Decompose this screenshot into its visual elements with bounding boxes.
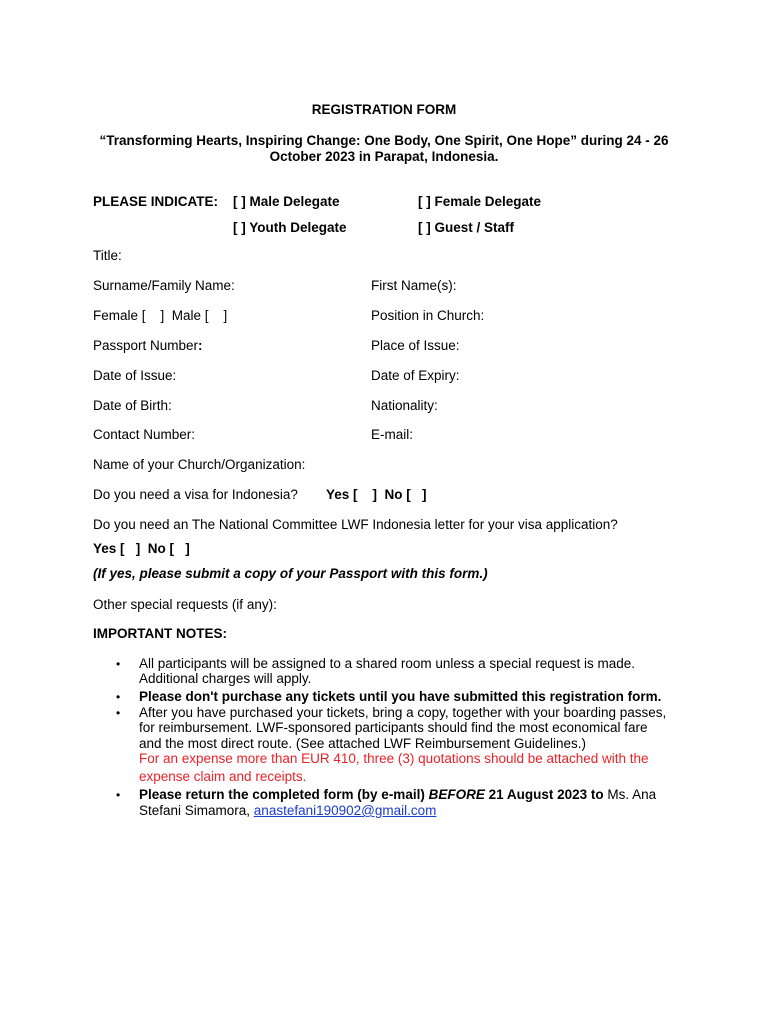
visa-answer-checkboxes[interactable]: Yes [ ] No [ ]	[326, 487, 427, 502]
note-4-part2: 21 August 2023 to	[484, 787, 604, 802]
passport-number-field[interactable]	[93, 338, 203, 354]
position-field[interactable]: Position in Church:	[371, 308, 485, 323]
form-title: REGISTRATION FORM	[311, 102, 457, 117]
passport-number-label: Passport Number	[93, 338, 199, 353]
passport-number-colon: :	[198, 338, 203, 353]
letter-answer-checkboxes[interactable]: Yes [ ] No [ ]	[93, 541, 190, 556]
youth-delegate-checkbox[interactable]: [ ] Youth Delegate	[233, 220, 347, 235]
note-3-line2: for reimbursement. LWF-sponsored participants should find the most economical fare	[139, 720, 648, 735]
bullet-icon: •	[116, 657, 121, 671]
passport-copy-note: (If yes, please submit a copy of your Passport with this form.)	[93, 566, 488, 581]
date-of-issue-field[interactable]: Date of Issue:	[93, 368, 177, 383]
church-field[interactable]: Name of your Church/Organization:	[93, 457, 306, 472]
note-3-line1: After you have purchased your tickets, bring a copy, together with your boarding passes,	[139, 705, 667, 720]
visa-question: Do you need a visa for Indonesia?	[93, 487, 298, 502]
date-of-expiry-field[interactable]: Date of Expiry:	[371, 368, 460, 383]
note-4-recipient: Stefani Simamora,	[139, 803, 254, 818]
note-3-line3: and the most direct route. (See attached LWF Reimbursement Guidelines.)	[139, 736, 586, 751]
note-2: Please don't purchase any tickets until you have submitted this registration form.	[139, 689, 662, 704]
date-of-birth-field[interactable]: Date of Birth:	[93, 398, 172, 413]
email-field[interactable]: E-mail:	[371, 427, 414, 442]
note-4-part1: Please return the completed form (by e-mail)	[139, 787, 429, 802]
title-field[interactable]: Title:	[93, 248, 122, 263]
special-requests-field[interactable]: Other special requests (if any):	[93, 597, 277, 612]
event-subtitle-line1: “Transforming Hearts, Inspiring Change: One Body, One Spirit, One Hope” during 24 - 26	[99, 133, 669, 148]
female-delegate-checkbox[interactable]: [ ] Female Delegate	[418, 194, 542, 209]
note-4-part3: Ms. Ana	[603, 787, 657, 802]
note-1-line1: All participants will be assigned to a shared room unless a special request is made.	[139, 656, 636, 671]
bullet-icon: •	[116, 706, 121, 720]
bullet-icon: •	[116, 788, 121, 802]
gender-checkboxes[interactable]: Female [ ] Male [ ]	[93, 308, 228, 323]
note-3-red-line1: For an expense more than EUR 410, three (3) quotations should be attached with the	[139, 751, 649, 766]
letter-question: Do you need an The National Committee LWF Indonesia letter for your visa application?	[93, 517, 618, 532]
email-link[interactable]: anastefani190902@gmail.com	[253, 803, 437, 818]
note-4-before: BEFORE	[428, 787, 485, 802]
event-subtitle-line2: October 2023 in Parapat, Indonesia.	[269, 149, 499, 164]
surname-field[interactable]: Surname/Family Name:	[93, 278, 235, 293]
guest-staff-checkbox[interactable]: [ ] Guest / Staff	[418, 220, 515, 235]
bullet-icon: •	[116, 690, 121, 704]
contact-number-field[interactable]: Contact Number:	[93, 427, 196, 442]
note-3-red-line2: expense claim and receipts.	[139, 769, 307, 784]
note-4-line1	[139, 787, 656, 803]
nationality-field[interactable]: Nationality:	[371, 398, 438, 413]
note-4-line2	[139, 803, 436, 819]
male-delegate-checkbox[interactable]: [ ] Male Delegate	[233, 194, 340, 209]
indicate-label: PLEASE INDICATE:	[93, 194, 219, 209]
place-of-issue-field[interactable]: Place of Issue:	[371, 338, 460, 353]
important-notes-heading: IMPORTANT NOTES:	[93, 626, 227, 641]
first-names-field[interactable]: First Name(s):	[371, 278, 457, 293]
note-1-line2: Additional charges will apply.	[139, 671, 312, 686]
